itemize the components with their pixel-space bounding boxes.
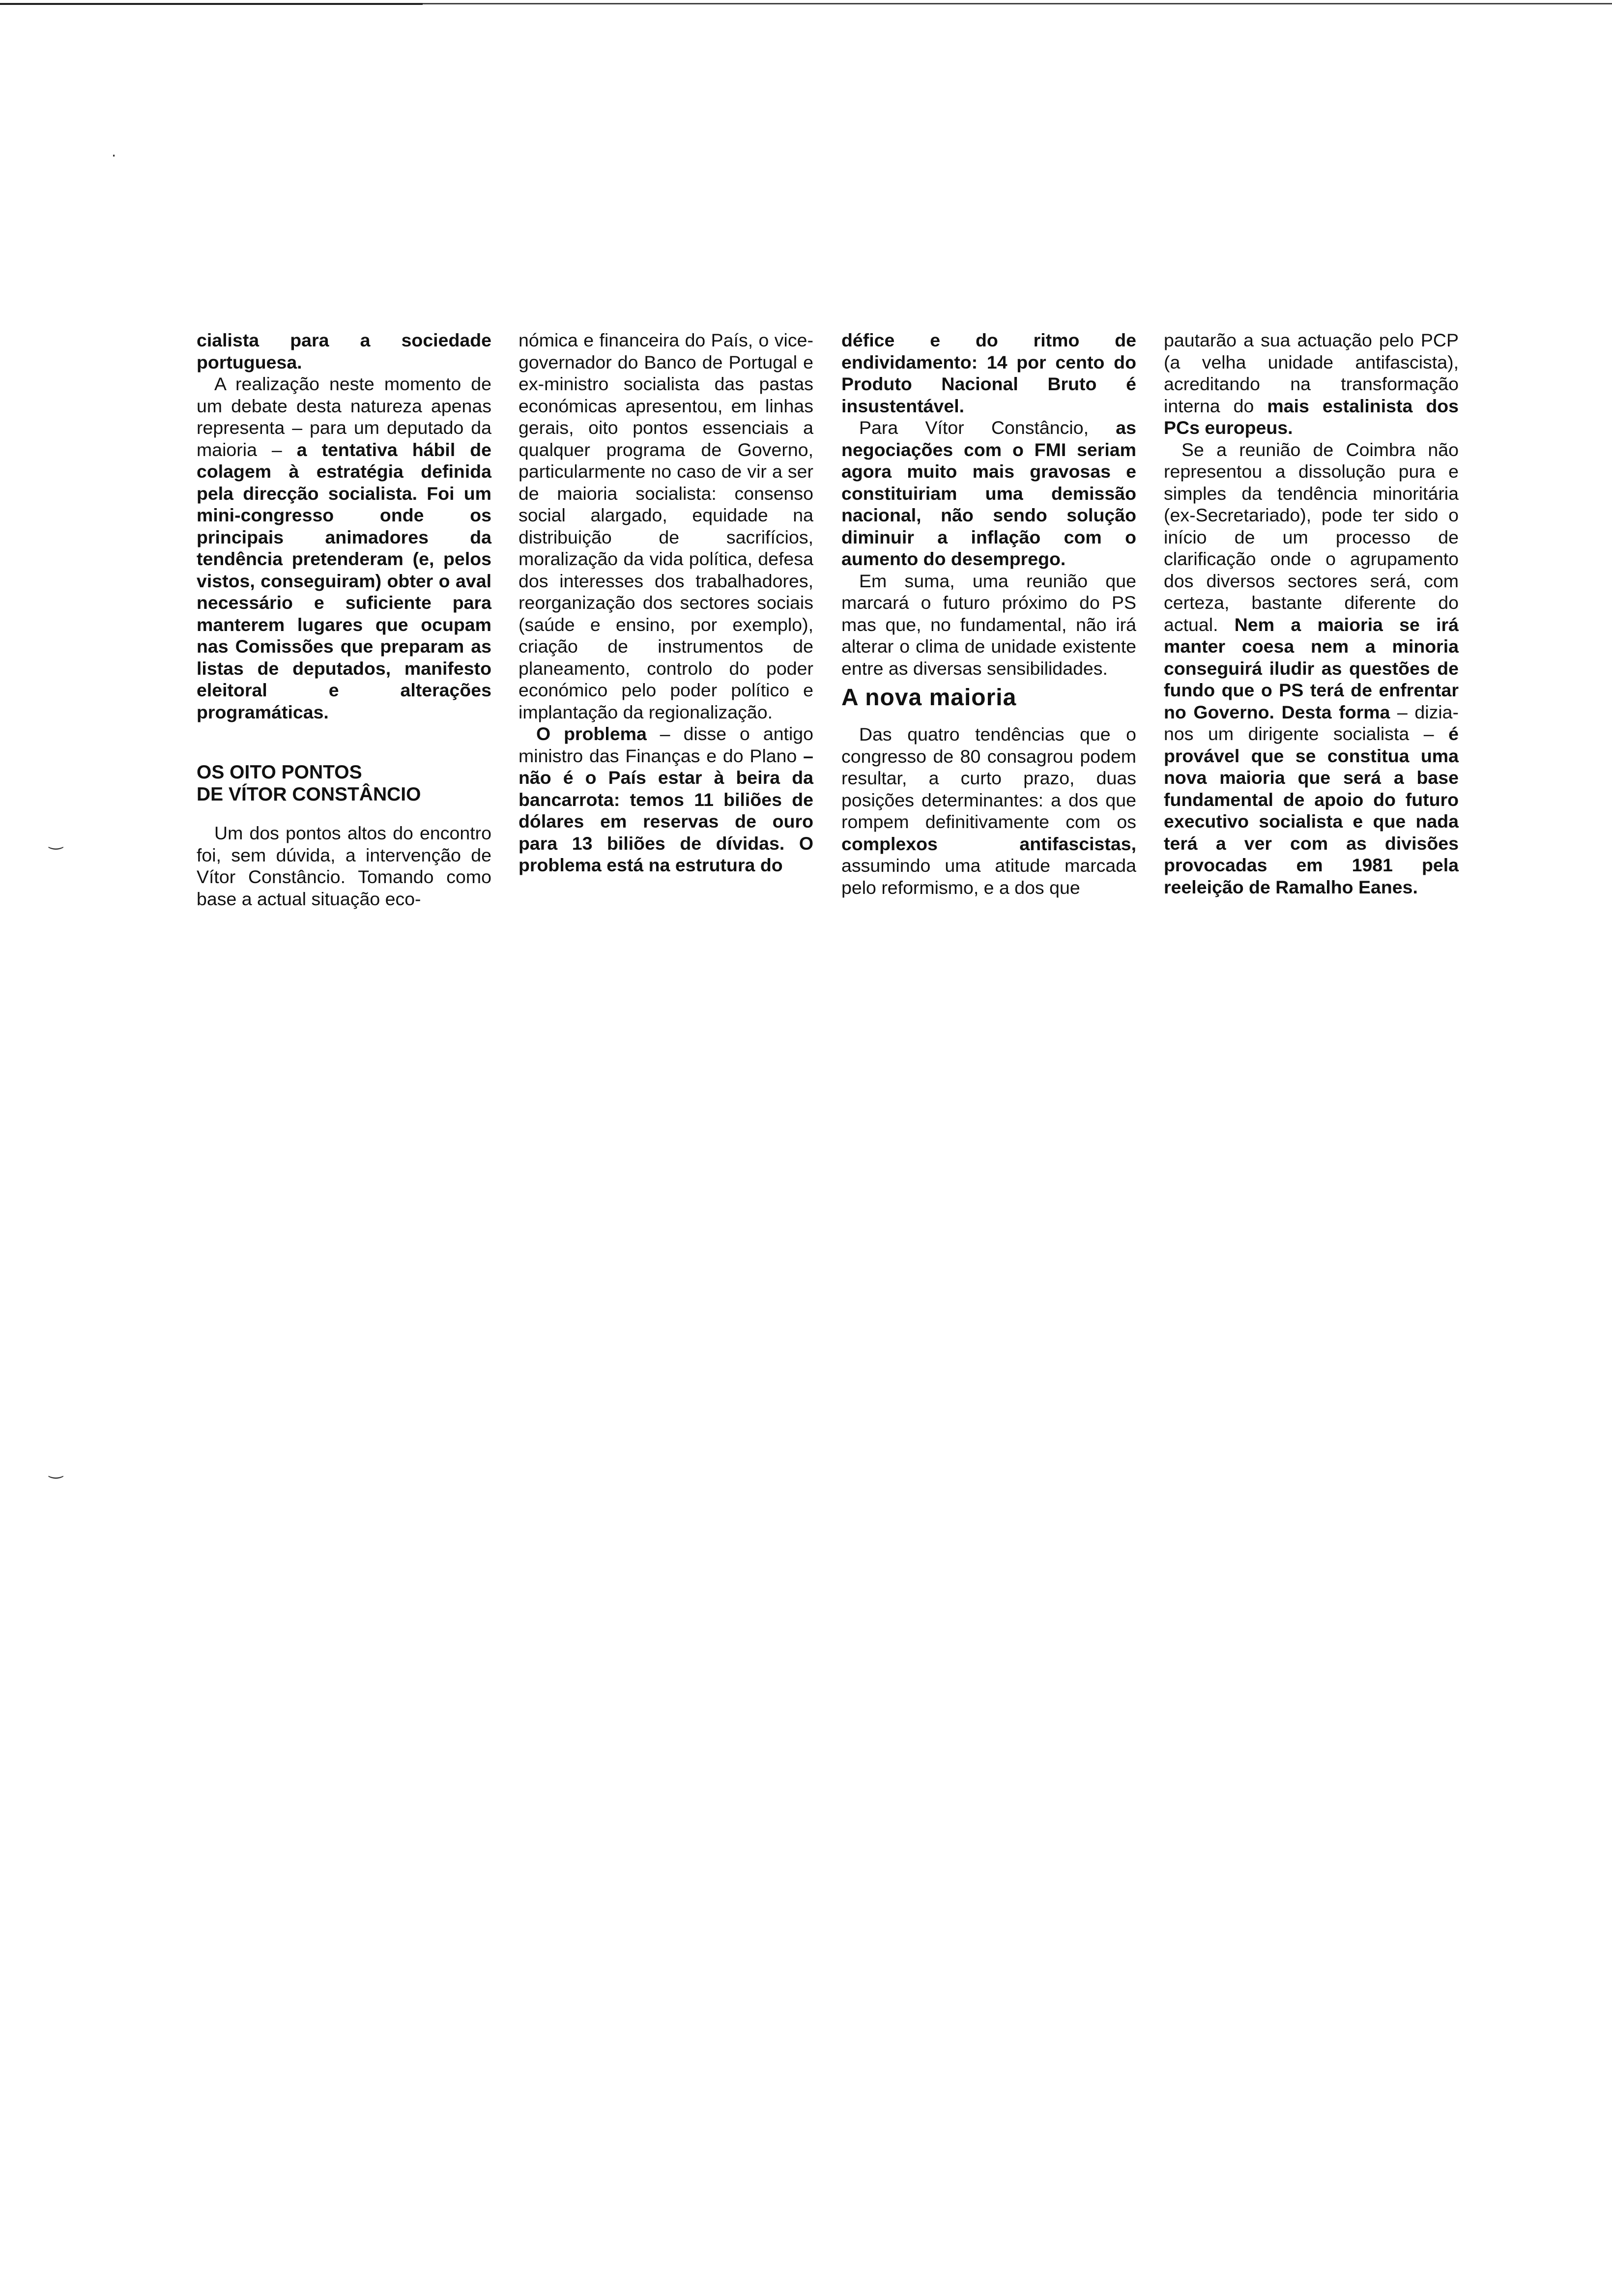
paragraph: [841, 417, 1136, 570]
bold-text: cialista para a sociedade portuguesa.: [197, 330, 491, 373]
article-column: [518, 329, 813, 876]
bold-text: é provável que se constitua uma nova maioria que será a base fundamental de apoio do futuro executivo socialista e que nada terá a ver com as divisões provocadas em 1981 pela reeleição de Ramalho Eanes.: [1164, 723, 1459, 897]
scan-speck: ·: [111, 145, 117, 164]
text-run: assumindo uma atitude marcada pelo reformismo, e a dos que: [841, 855, 1136, 898]
text-run: – disse o antigo ministro das Finanças e do Plano: [518, 723, 814, 766]
paragraph: [1164, 439, 1459, 898]
paragraph: [197, 822, 491, 910]
subheading-line: DE VÍTOR CONSTÂNCIO: [197, 784, 421, 805]
text-run: Um dos pontos altos do encontro foi, sem dúvida, a intervenção de Vítor Constâncio. Tomando como base a actual situação eco-: [197, 823, 491, 909]
text-run: pautarão a sua actuação pelo PCP (a velha unidade antifascista), acreditando na transformação interna do: [1164, 330, 1459, 416]
section-heading: A nova maioria: [841, 685, 1017, 711]
paragraph: [841, 570, 1136, 680]
bold-text: a tentativa hábil de colagem à estratégia definida pela direcção socialista. Foi um mini-congresso onde os principais animadores da tendência pretenderam (e, pelos vistos, conseguiram) obter o aval necessário e suficiente para manterem lugares que ocupam nas Comissões que preparam as listas de deputados, manifesto eleitoral e alterações programáticas.: [197, 439, 491, 722]
text-run: – dizia-nos um dirigente socialista –: [1164, 701, 1459, 744]
top-rule-right: [423, 3, 1612, 4]
paragraph: [518, 329, 813, 723]
paragraph: [841, 723, 1136, 898]
bold-text: Nem a maioria se irá manter coesa nem a minoria conseguirá iludir as questões de fundo que o PS terá de enfrentar no Governo. Desta forma: [1164, 614, 1459, 722]
subheading: [197, 761, 491, 805]
paragraph: [197, 373, 491, 723]
paragraph: [841, 329, 1136, 417]
paragraph: [197, 329, 491, 373]
binder-hole-mark: ‿: [49, 831, 63, 850]
text-run: Das quatro tendências que o congresso de 80 consagrou podem resultar, a curto prazo, duas posições determinantes: a dos que rompem definitivamente com os: [841, 724, 1136, 832]
article-column: [841, 329, 1136, 898]
paragraph: [518, 723, 813, 876]
article-column: [197, 329, 491, 910]
paragraph: [1164, 329, 1459, 439]
text-run: A realização neste momento de um debate desta natureza apenas representa – para um deputado da maioria –: [197, 373, 491, 460]
bold-text: mais estalinista dos PCs europeus.: [1164, 395, 1459, 438]
bold-text: – não é o País estar à beira da bancarrota: temos 11 biliões de dólares em reservas de ouro para 13 biliões de dívidas. O problema está na estrutura do: [518, 745, 813, 875]
bold-text: as negociações com o FMI seriam agora muito mais gravosas e constituiriam uma demissão nacional, não sendo solução diminuir a inflação com o aumento do desemprego.: [841, 417, 1136, 569]
binder-hole-mark: ‿: [49, 1460, 63, 1479]
text-run: Se a reunião de Coimbra não representou a dissolução pura e simples da tendência minoritária (ex-Secretariado), pode ter sido o início de um processo de clarificação onde o agrupamento dos diversos sectores será, com certeza, bastante diferente do actual.: [1164, 439, 1459, 635]
bold-text: défice e do ritmo de endividamento: 14 por cento do Produto Nacional Bruto é insustentável.: [841, 330, 1136, 416]
text-run: Para Vítor Constâncio,: [859, 417, 1116, 438]
bold-text: O problema: [536, 723, 647, 744]
top-rule-left: [0, 3, 423, 5]
subheading-line: OS OITO PONTOS: [197, 762, 362, 783]
bold-text: complexos antifascistas,: [841, 833, 1136, 854]
article-column: [1164, 329, 1459, 898]
text-run: Em suma, uma reunião que marcará o futuro próximo do PS mas que, no fundamental, não irá alterar o clima de unidade existente entre as diversas sensibilidades.: [841, 570, 1136, 679]
text-run: nómica e financeira do País, o vice-governador do Banco de Portugal e ex-ministro socialista das pastas económicas apresentou, em linhas gerais, oito pontos essenciais a qualquer programa de Governo, particularmente no caso de vir a ser de maioria socialista: consenso social alargado, equidade na distribuição de sacrifícios, moralização da vida política, defesa dos interesses dos trabalhadores, reorganização dos sectores sociais (saúde e ensino, por exemplo), criação de instrumentos de planeamento, controlo do poder económico pelo poder político e implantação da regionalização.: [518, 330, 813, 722]
